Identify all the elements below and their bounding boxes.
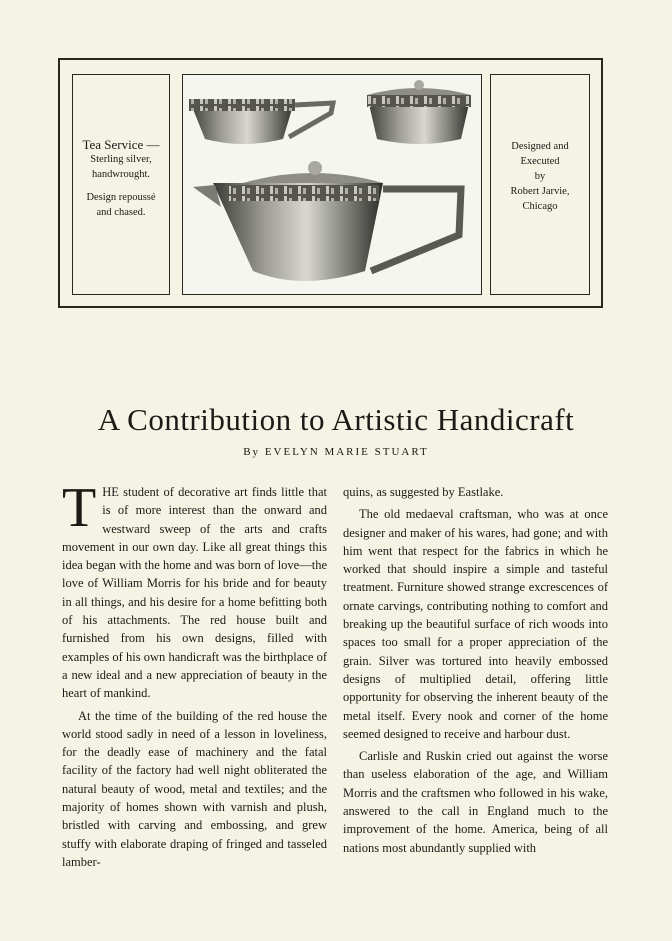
caption-line: Designed and <box>511 141 569 152</box>
paragraph: THE student of decorative art finds little that is of more interest than the onward and westward sweep of the arts and crafts movement in our own day. Like all great things this idea began with the home and was born of love—the love of William Morris for his bride and for beauty in all things, and his desire for a home befitting both of his attachments. The red house built and furnished from his own designs, filled with examples of his own handicraft was the birthplace of a new ideal and a new appreciation of beauty in the heart of mankind. <box>62 477 327 701</box>
paragraph: The old medaeval craftsman, who was at once designer and maker of his wares, had gone; and with him went that respect for the fabrics in which he worked that should inspire a simple and tasteful treatment. Furniture showed strange excrescences of ornate carvings, contributing nothing to comfort and breaking up the beautiful surface of rich woods into spaces too small for a proper appreciation of the grain. Silver was tortured into heavily embossed designs of multiplied detail, offering little opportunity for observing the inherent beauty of the metal itself. Every nook and corner of the home seemed designed to receive and harbour dust. <box>343 507 608 741</box>
tea-service-photo <box>182 74 482 295</box>
caption-line: Design repoussé <box>86 192 156 203</box>
caption-line: Executed <box>520 156 560 167</box>
caption-line: Chicago <box>522 201 558 212</box>
author-name: EVELYN MARIE STUART <box>264 446 429 458</box>
byline <box>0 446 672 458</box>
caption-title: Tea Service — <box>82 137 160 152</box>
paragraph: At the time of the building of the red house the world stood sadly in need of a lesson in loveliness, for the deadly ease of machinery and the fatal facility of the factory had well night obliterated the natural beauty of wood, metal and textiles; and the majority of homes shown with varnish and plush, bristled with carving and embossing, and grew stuffy with elaborate draping of fringed and tasseled lamber- <box>62 708 327 869</box>
byline-prefix: By <box>243 446 261 458</box>
right-caption-box <box>490 74 590 295</box>
caption-line: by <box>534 171 546 182</box>
drop-cap: T <box>62 477 97 539</box>
paragraph: Carlisle and Ruskin cried out against the worse than useless elaboration of the age, and William Morris and the craftsmen who followed in his wake, answered to the call in England much to the improvement of the home. America, being of all nations most abundantly supplied with <box>343 749 608 855</box>
left-caption-box <box>72 74 170 295</box>
caption-line: handwrought. <box>91 169 151 180</box>
article-title: A Contribution to Artistic Handicraft <box>97 402 575 437</box>
caption-line: and chased. <box>96 207 146 218</box>
caption-line: Robert Jarvie, <box>510 186 570 197</box>
paragraph: quins, as suggested by Eastlake. <box>343 485 504 499</box>
caption-line: Sterling silver, <box>90 154 152 165</box>
left-column <box>62 477 327 871</box>
right-column <box>343 483 608 857</box>
tea-service-illustration <box>183 75 480 293</box>
